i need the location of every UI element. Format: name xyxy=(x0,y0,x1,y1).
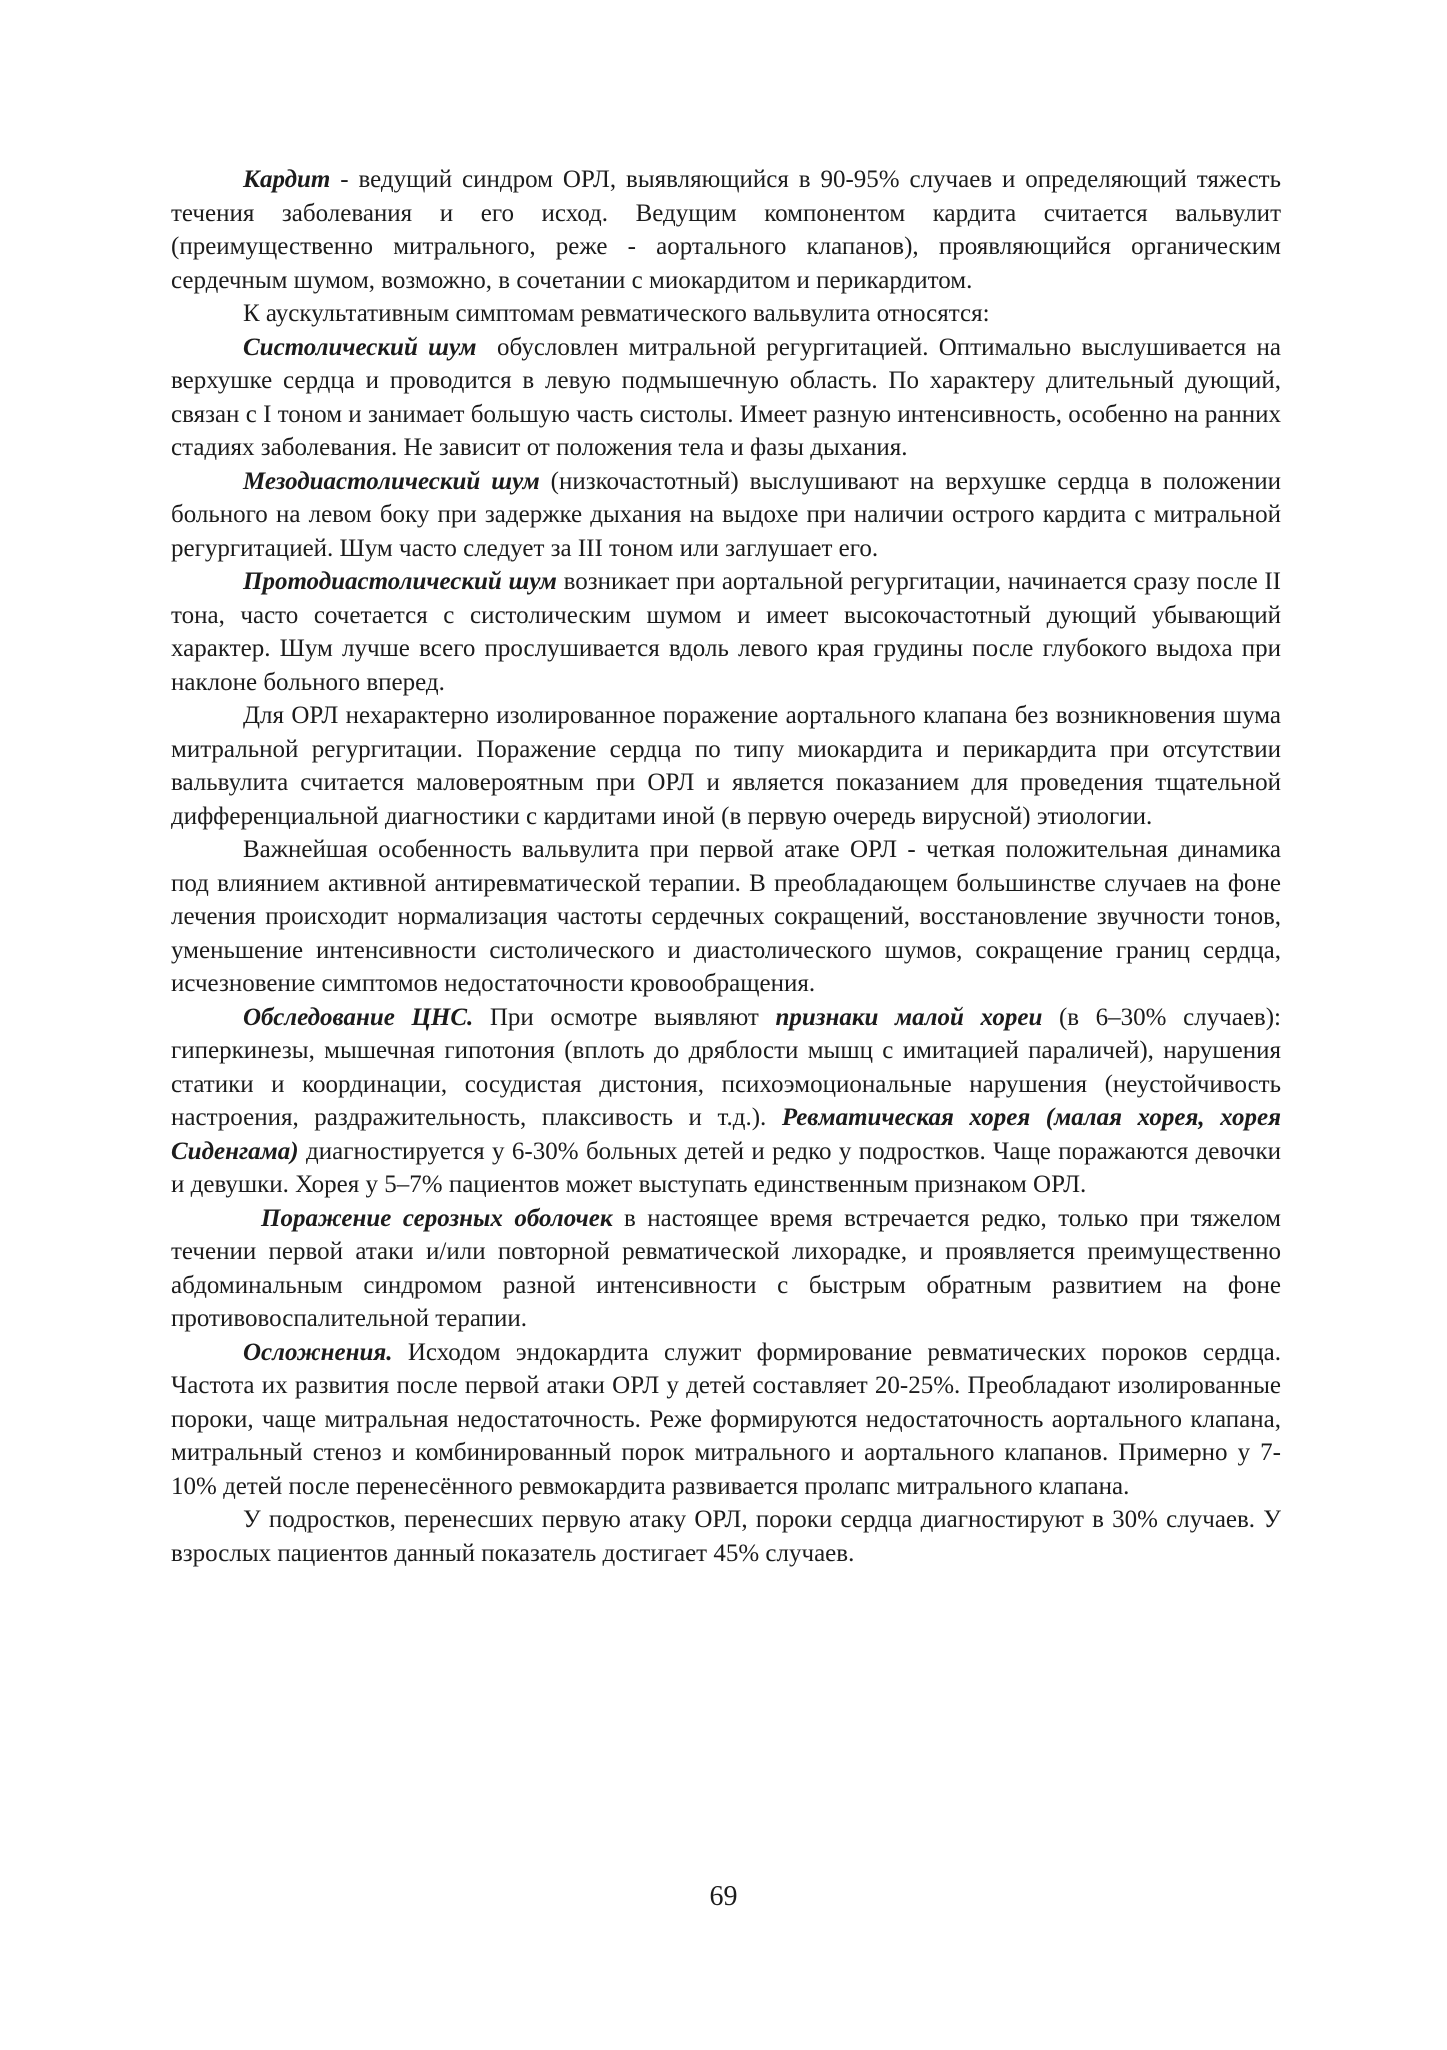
paragraph-run: возникает при аортальной регургитации, начинается сразу после II тона, часто сочетается с систолическим шумом и имеет высокочастотный дующий убывающий характер. Шум лучше всего прослушивается вдоль левого края грудины после глубокого выдоха при наклоне больного вперед. xyxy=(171,568,1281,696)
paragraph-run: (в 6–30% случаев): гиперкинезы, мышечная гипотония (вплоть до дряблости мышц с имитацией параличей), нарушения статики и координации, сосудистая дистония, психоэмоциональные нарушения (неустойчивость настроения, раздражительность, плаксивость и т.д.). xyxy=(171,1003,1281,1131)
paragraph xyxy=(171,465,1281,566)
paragraph-run: Осложнения. xyxy=(243,1338,393,1366)
paragraph xyxy=(171,1001,1281,1202)
paragraph-run: Для ОРЛ нехарактерно изолированное поражение аортального клапана без возникновения шума митральной регургитации. Поражение сердца по типу миокардита и перикардита при отсутствии вальвулита считается маловероятным при ОРЛ и является показанием для проведения тщательной дифференциальной диагностики с кардитами иной (в первую очередь вирусной) этиологии. xyxy=(171,702,1281,830)
paragraph-run: Важнейшая особенность вальвулита при первой атаке ОРЛ - четкая положительная динамика под влиянием активной антиревматической терапии. В преобладающем большинстве случаев на фоне лечения происходит нормализация частоты сердечных сокращений, восстановление звучности тонов, уменьшение интенсивности систолического и диастолического шумов, сокращение границ сердца, исчезновение симптомов недостаточности кровообращения. xyxy=(171,836,1281,997)
paragraph-run: Мезодиастолический шум xyxy=(243,467,540,495)
paragraph-run: Протодиастолический шум xyxy=(243,568,557,595)
paragraph xyxy=(171,565,1281,699)
paragraph-run: Систолический шум xyxy=(243,333,477,361)
paragraph-run: диагностируется у 6-30% больных детей и редко у подростков. Чаще поражаются девочки и девушки. Хорея у 5–7% пациентов может выступать единственным признаком ОРЛ. xyxy=(171,1137,1281,1198)
paragraph-run: Обследование ЦНС. xyxy=(243,1003,474,1031)
paragraph-run: Ревматическая хорея (малая хорея, хорея Сиденгама) xyxy=(171,1104,1281,1165)
paragraph xyxy=(171,699,1281,833)
paragraph xyxy=(171,1202,1281,1336)
paragraph xyxy=(171,297,1281,331)
paragraph-run: Исходом эндокардита служит формирование ревматических пороков сердца. Частота их развития после первой атаки ОРЛ у детей составляет 20-25%. Преобладают изолированные пороки, чаще митральная недостаточность. Реже формируются недостаточность аортального клапана, митральный стеноз и комбинированный порок митрального и аортального клапанов. Примерно у 7-10% детей после перенесённого ревмокардита развивается пролапс митрального клапана. xyxy=(171,1338,1281,1500)
paragraph xyxy=(171,163,1281,297)
page-body xyxy=(171,163,1288,1570)
page-number: 69 xyxy=(709,1881,738,1912)
paragraph-run: При осмотре выявляют xyxy=(473,1003,776,1031)
paragraph-run: Кардит xyxy=(243,166,331,193)
paragraph-run: - ведущий синдром ОРЛ, выявляющийся в 90-95% случаев и определяющий тяжесть течения заболевания и его исход. Ведущим компонентом кардита считается вальвулит (преимущественно митрального, реже - аортального клапанов), проявляющийся органическим сердечным шумом, возможно, в сочетании с миокардитом и перикардитом. xyxy=(171,166,1281,294)
paragraph-run: У подростков, перенесших первую атаку ОРЛ, пороки сердца диагностируют в 30% случаев. У взрослых пациентов данный показатель достигает 45% случаев. xyxy=(171,1506,1281,1567)
paragraph-run: К аускультативным симптомам ревматического вальвулита относятся: xyxy=(243,300,990,327)
paragraph-run: в настоящее время встречается редко, только при тяжелом течении первой атаки и/или повторной ревматической лихорадке, и проявляется преимущественно абдоминальным синдромом разной интенсивности с быстрым обратным развитием на фоне противовоспалительной терапии. xyxy=(171,1204,1281,1332)
paragraph xyxy=(171,331,1288,465)
paragraph-run: признаки малой хореи xyxy=(775,1003,1043,1031)
paragraph xyxy=(171,833,1281,1001)
paragraph-run: (низкочастотный) выслушивают на верхушке сердца в положении больного на левом боку при задержке дыхания на выдохе при наличии острого кардита с митральной регургитацией. Шум часто следует за III тоном или заглушает его. xyxy=(171,467,1281,562)
paragraph-run: Поражение серозных оболочек xyxy=(261,1204,613,1232)
paragraph xyxy=(171,1503,1281,1570)
paragraph xyxy=(171,1336,1281,1504)
paragraph-run: обусловлен митральной регургитацией. Оптимально выслушивается на верхушке сердца и проводится в левую подмышечную область. По характеру длительный дующий, связан с I тоном и занимает большую часть систолы. Имеет разную интенсивность, особенно на ранних стадиях заболевания. Не зависит от положения тела и фазы дыхания. xyxy=(171,333,1288,461)
